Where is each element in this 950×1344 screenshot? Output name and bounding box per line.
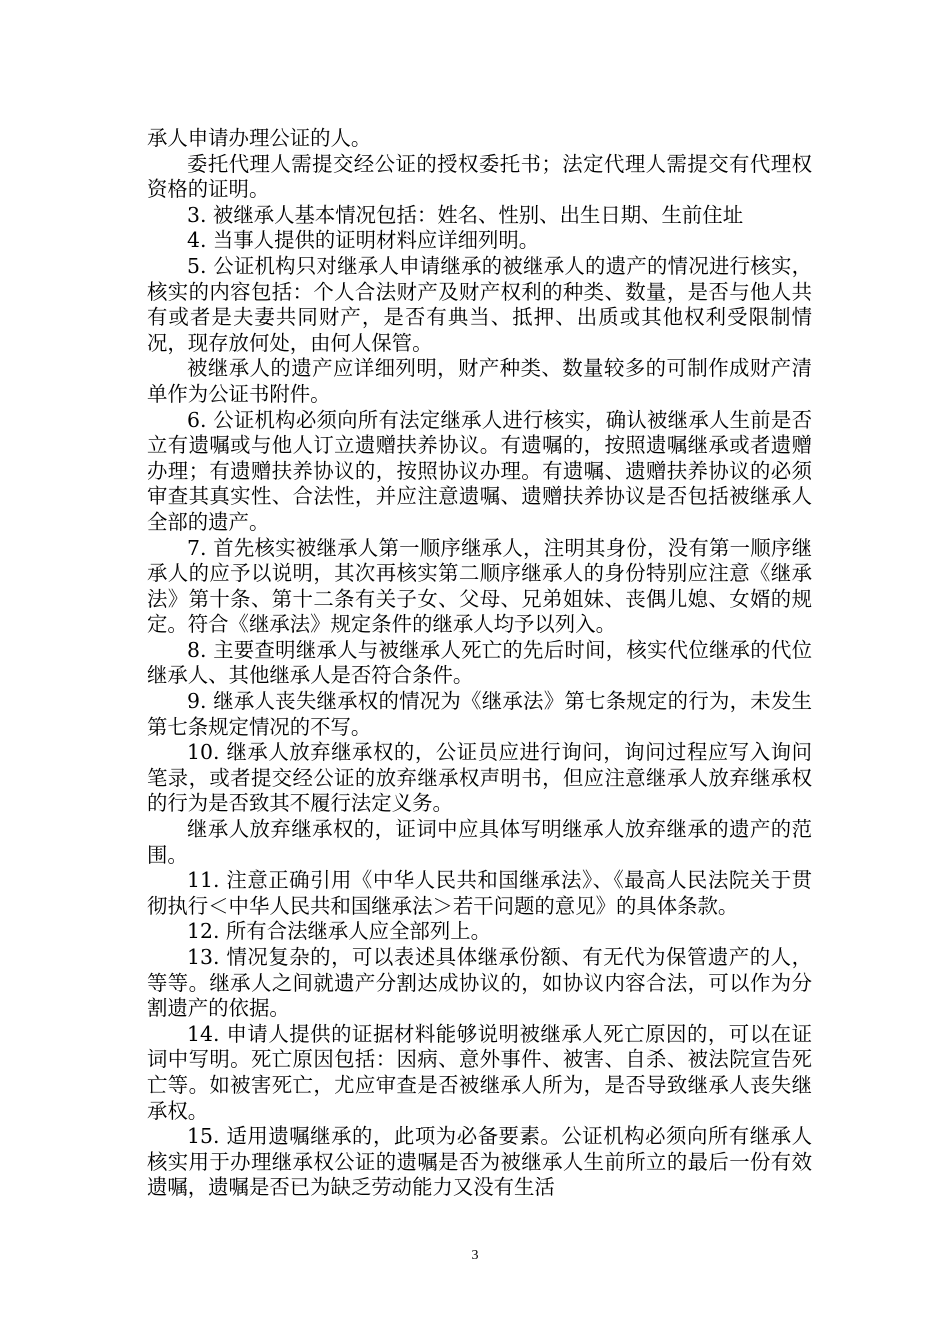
paragraph: 15. 适用遗嘱继承的，此项为必备要素。公证机构必须向所有继承人核实用于办理继承权公证的遗嘱是否为被继承人生前所立的最后一份有效遗嘱，遗嘱是否已为缺乏劳动能力又没有生活 (147, 1124, 812, 1200)
paragraph: 5. 公证机构只对继承人申请继承的被继承人的遗产的情况进行核实，核实的内容包括：个人合法财产及财产权利的种类、数量，是否与他人共有或者是夫妻共同财产，是否有典当、抵押、出质或其他权利受限制情况，现存放何处，由何人保管。 (147, 253, 812, 355)
paragraph: 承人申请办理公证的人。 (147, 126, 372, 150)
paragraph: 继承人放弃继承权的，证词中应具体写明继承人放弃继承的遗产的范围。 (147, 817, 812, 867)
paragraph: 4. 当事人提供的证明材料应详细列明。 (187, 228, 540, 253)
paragraph: 3. 被继承人基本情况包括：姓名、性别、出生日期、生前住址 (187, 202, 744, 227)
paragraph: 10. 继承人放弃继承权的，公证员应进行询问，询问过程应写入询问笔录，或者提交经公证的放弃继承权声明书，但应注意继承人放弃继承权的行为是否致其不履行法定义务。 (147, 740, 812, 816)
paragraph: 6. 公证机构必须向所有法定继承人进行核实，确认被继承人生前是否立有遗嘱或与他人订立遗赠扶养协议。有遗嘱的，按照遗嘱继承或者遗赠办理；有遗赠扶养协议的，按照协议办理。有遗嘱、遗赠扶养协议的必须审查其真实性、合法性，并应注意遗嘱、遗赠扶养协议是否包括被继承人全部的遗产。 (147, 407, 812, 534)
paragraph: 12. 所有合法继承人应全部列上。 (187, 919, 491, 944)
paragraph: 14. 申请人提供的证据材料能够说明被继承人死亡原因的，可以在证词中写明。死亡原因包括：因病、意外事件、被害、自杀、被法院宣告死亡等。如被害死亡，尤应审查是否被继承人所为，是否导致继承人丧失继承权。 (147, 1021, 812, 1123)
paragraph: 7. 首先核实被继承人第一顺序继承人，注明其身份，没有第一顺序继承人的应予以说明，其次再核实第二顺序继承人的身份特别应注意《继承法》第十条、第十二条有关子女、父母、兄弟姐妹、丧偶儿媳、女婿的规定。符合《继承法》规定条件的继承人均予以列入。 (147, 535, 812, 637)
page-number: 3 (471, 1248, 479, 1263)
document-body (147, 126, 812, 1201)
paragraph: 9. 继承人丧失继承权的情况为《继承法》第七条规定的行为，未发生第七条规定情况的不写。 (147, 689, 812, 739)
paragraph: 被继承人的遗产应详细列明，财产种类、数量较多的可制作成财产清单作为公证书附件。 (147, 356, 812, 406)
paragraph: 8. 主要查明继承人与被继承人死亡的先后时间，核实代位继承的代位继承人、其他继承人是否符合条件。 (147, 637, 812, 688)
paragraph: 13. 情况复杂的，可以表述具体继承份额、有无代为保管遗产的人，等等。继承人之间就遗产分割达成协议的，如协议内容合法，可以作为分割遗产的依据。 (147, 945, 812, 1021)
paragraph: 11. 注意正确引用《中华人民共和国继承法》、《最高人民法院关于贯彻执行＜中华人民共和国继承法＞若干问题的意见》的具体条款。 (147, 868, 812, 918)
paragraph: 委托代理人需提交经公证的授权委托书；法定代理人需提交有代理权资格的证明。 (147, 151, 812, 202)
